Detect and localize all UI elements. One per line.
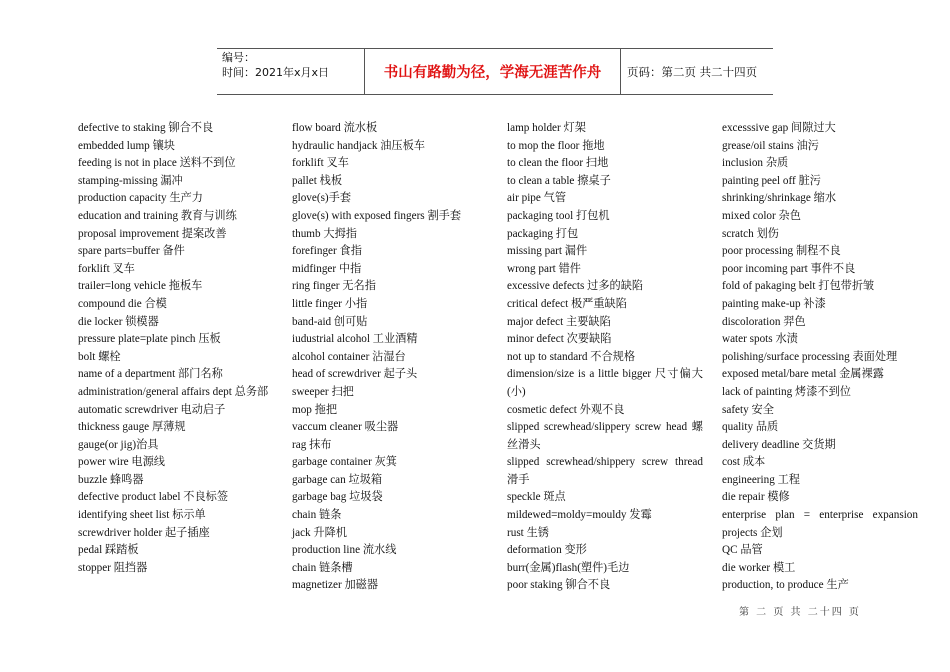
glossary-entry: trailer=long vehicle 拖板车 [78,280,203,293]
glossary-entry: embedded lump 镶块 [78,139,175,152]
glossary-entry: painting make-up 补漆 [722,297,826,310]
header-meta [217,49,365,94]
glossary-entry: mop 拖把 [292,403,338,416]
glossary-entry: excesssive gap 间隙过大 [722,122,836,134]
glossary-entry: garbage bag 垃圾袋 [292,491,383,504]
glossary-entry: water spots 水渍 [722,333,798,346]
glossary-entry: minor defect 次要缺陷 [507,333,612,346]
glossary-entry: iudustrial alcohol 工业酒精 [292,333,418,346]
glossary-entry: lamp holder 灯架 [507,122,586,134]
glossary-entry: hydraulic handjack 油压板车 [292,139,425,152]
glossary-entry: compound die 合模 [78,297,167,310]
glossary-entry: chain 链条 [292,509,342,522]
glossary-entry: stamping-missing 漏冲 [78,174,183,187]
glossary-entry: painting peel off 脏污 [722,174,821,187]
glossary-entry: chain 链条槽 [292,561,353,574]
glossary-entry: poor staking 铆合不良 [507,579,611,592]
glossary-entry: little finger 小指 [292,297,368,310]
glossary-entry: forklift 叉车 [292,157,349,170]
glossary-entry: forefinger 食指 [292,245,362,258]
glossary-entry: administration/general affairs dept 总务部 [78,385,269,398]
glossary-entry: to clean a table 擦桌子 [507,174,611,187]
glossary-entry: ring finger 无名指 [292,280,376,293]
glossary-entry: dimension/size is a little bigger 尺寸偏大(小) [507,368,703,398]
glossary-entry: inclusion 杂质 [722,157,789,170]
glossary-entry: enterprise plan = enterprise expansion projects 企划 [722,509,918,539]
glossary-entry: cosmetic defect 外观不良 [507,403,625,416]
glossary-entry: spare parts=buffer 备件 [78,245,185,258]
glossary-entry: stopper 阻挡器 [78,561,148,574]
glossary-entry: scratch 划伤 [722,227,779,240]
glossary-entry: exposed metal/bare metal 金属裸露 [722,368,884,381]
glossary-entry: power wire 电源线 [78,456,165,469]
glossary-entry: burr(金属)flash(塑件)毛边 [507,561,630,574]
glossary-entry: name of a department 部门名称 [78,368,223,381]
glossary-entry: critical defect 极严重缺陷 [507,297,627,310]
glossary-entry: band-aid 创可贴 [292,315,368,328]
glossary-entry: buzzle 蜂鸣器 [78,473,144,486]
glossary-entry: deformation 变形 [507,544,587,557]
glossary-entry: wrong part 错件 [507,262,581,275]
glossary-entry: safety 安全 [722,403,774,416]
glossary-entry: proposal improvement 提案改善 [78,227,227,240]
glossary-entry: screwdriver holder 起子插座 [78,526,210,539]
page-footer: 第 二 页 共 二十四 页 [739,607,861,618]
glossary-entry: garbage container 灰箕 [292,456,397,469]
glossary-entry: head of screwdriver 起子头 [292,368,418,381]
glossary-entry: rag 抹布 [292,438,332,451]
glossary-entry: pallet 栈板 [292,174,343,187]
glossary-column-4 [722,120,918,595]
glossary-entry: missing part 漏件 [507,245,588,258]
glossary-entry: to clean the floor 扫地 [507,157,609,170]
glossary-column-3 [507,120,703,595]
glossary-entry: production line 流水线 [292,544,397,557]
glossary-entry: grease/oil stains 油污 [722,139,819,152]
glossary-entry: quality 品质 [722,421,779,434]
glossary-entry: poor processing 制程不良 [722,245,841,258]
header-page-number: 页码：第二页 共二十四页 [627,64,758,79]
glossary-entry: major defect 主要缺陷 [507,315,611,328]
glossary-entry: flow board 流水板 [292,122,378,134]
document-date: 时间：2021年x月x日 [222,66,330,79]
glossary-entry: thickness gauge 厚薄规 [78,421,186,434]
glossary-entry: magnetizer 加磁器 [292,579,379,592]
glossary-entry: gauge(or jig)治具 [78,438,159,451]
glossary-entry: poor incoming part 事件不良 [722,262,856,275]
glossary-entry: QC 品管 [722,544,763,557]
glossary-entry: die locker 锁模器 [78,315,159,328]
glossary-entry: pressure plate=plate pinch 压板 [78,333,221,346]
glossary-entry: defective to staking 铆合不良 [78,122,214,134]
glossary-entry: education and training 教育与训练 [78,209,237,222]
glossary-entry: slipped screwhead/slippery screw head 螺丝滑头 [507,421,703,451]
glossary-entry: air pipe 气管 [507,192,567,205]
glossary-entry: rust 生锈 [507,526,549,539]
glossary-column-1 [78,120,274,577]
glossary-entry: garbage can 垃圾箱 [292,473,383,486]
glossary-entry: production capacity 生产力 [78,192,203,205]
glossary-entry: feeding is not in place 送料不到位 [78,157,236,170]
glossary-entry: mixed color 杂色 [722,209,801,222]
glossary-entry: glove(s) with exposed fingers 割手套 [292,209,462,222]
glossary-entry: forklift 叉车 [78,262,135,275]
glossary-entry: defective product label 不良标签 [78,491,229,504]
glossary-entry: die repair 模修 [722,491,790,504]
glossary-entry: lack of painting 烤漆不到位 [722,385,851,398]
glossary-entry: packaging tool 打包机 [507,209,610,222]
glossary-entry: mildewed=moldy=mouldy 发霉 [507,509,652,522]
header-motto: 书山有路勤为径，学海无涯苦作舟 [365,49,621,94]
glossary-entry: production, to produce 生产 [722,579,849,592]
glossary-entry: jack 升降机 [292,526,347,539]
glossary-entry: vaccum cleaner 吸尘器 [292,421,399,434]
glossary-entry: slipped screwhead/shippery screw thread 滑手 [507,456,703,486]
glossary-entry: die worker 模工 [722,561,796,574]
glossary-entry: sweeper 扫把 [292,385,354,398]
glossary-entry: automatic screwdriver 电动启子 [78,403,226,416]
glossary-entry: polishing/surface processing 表面处理 [722,350,898,363]
glossary-entry: fold of pakaging belt 打包带折皱 [722,280,875,293]
glossary-entry: midfinger 中指 [292,262,362,275]
glossary-entry: delivery deadline 交货期 [722,438,836,451]
glossary-entry: bolt 螺栓 [78,350,121,363]
glossary-entry: packaging 打包 [507,227,579,240]
glossary-entry: shrinking/shrinkage 缩水 [722,192,837,205]
glossary-entry: alcohol container 沾湿台 [292,350,406,363]
glossary-entry: identifying sheet list 标示单 [78,509,206,522]
page-header [217,48,773,95]
glossary-entry: cost 成本 [722,456,766,469]
glossary-entry: pedal 踩踏板 [78,544,139,557]
glossary-entry: engineering 工程 [722,473,800,486]
document-number-label: 编号： [222,51,255,64]
glossary-entry: speckle 斑点 [507,491,566,504]
glossary-entry: glove(s)手套 [292,192,352,205]
glossary-entry: discoloration 羿色 [722,315,806,328]
glossary-entry: not up to standard 不合规格 [507,350,636,363]
glossary-entry: to mop the floor 拖地 [507,139,605,152]
glossary-entry: excessive defects 过多的缺陷 [507,280,644,293]
glossary-column-2 [292,120,488,595]
glossary-entry: thumb 大拇指 [292,227,357,240]
